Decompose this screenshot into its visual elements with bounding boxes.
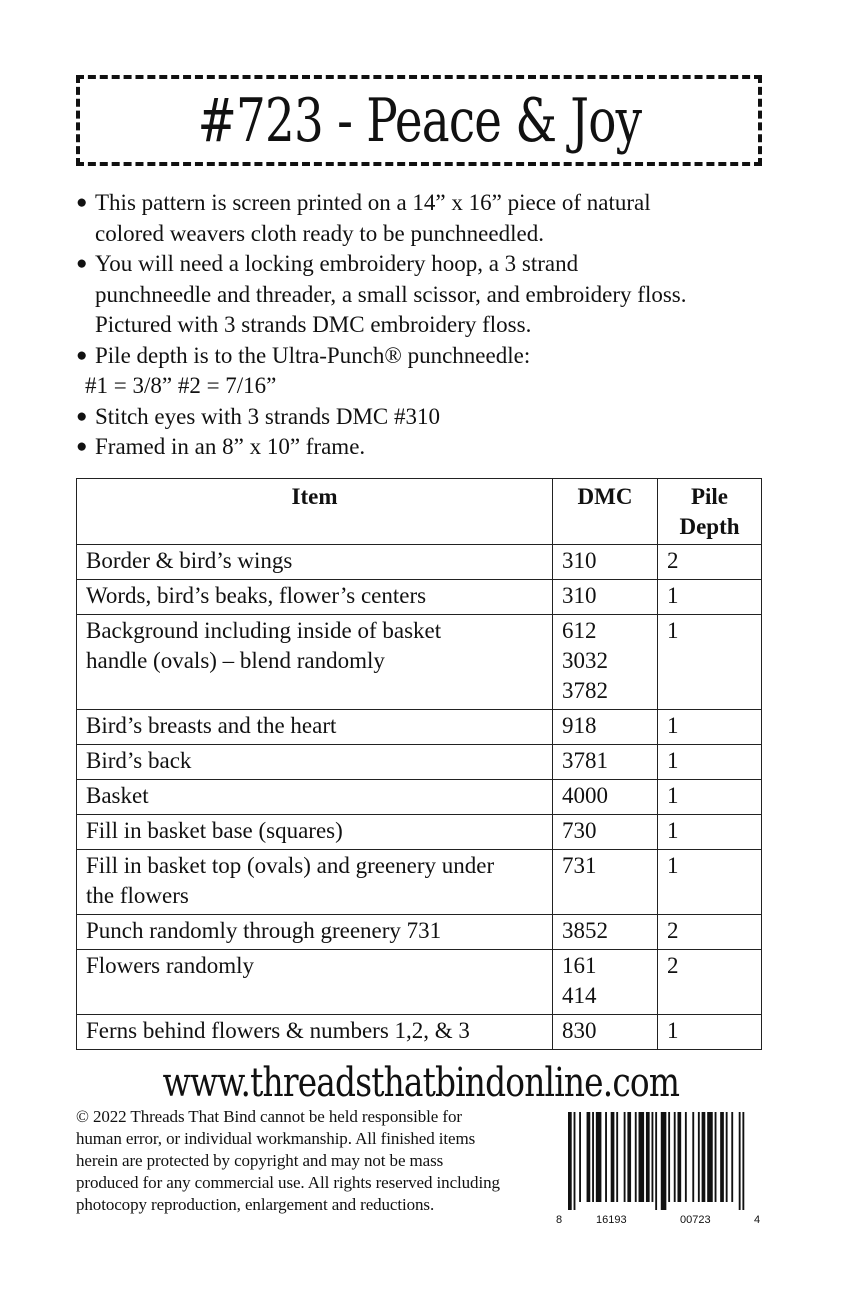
table-row <box>77 780 762 815</box>
cell-item: Bird’s back <box>77 745 553 780</box>
cell-pile: 1 <box>658 580 762 615</box>
barcode-bar <box>592 1112 594 1202</box>
barcode-bar <box>624 1112 626 1202</box>
bullet-icon: ● <box>76 344 88 366</box>
cell-item: Ferns behind flowers & numbers 1,2, & 3 <box>77 1015 553 1050</box>
cell-dmc: 310 <box>553 580 658 615</box>
cell-dmc: 830 <box>553 1015 658 1050</box>
barcode-bar <box>639 1112 645 1202</box>
barcode-digit: 00723 <box>680 1214 711 1226</box>
cell-item: Flowers randomly <box>77 950 553 1015</box>
table-row <box>77 545 762 580</box>
barcode-bar <box>579 1112 581 1202</box>
barcode-digit: 16193 <box>596 1214 627 1226</box>
cell-item: Bird’s breasts and the heart <box>77 710 553 745</box>
header-dmc: DMC <box>553 479 658 545</box>
barcode-bar <box>692 1112 694 1202</box>
table-row <box>77 815 762 850</box>
instruction-item: ● Framed in an 8” x 10” frame. <box>76 432 776 463</box>
barcode-bar <box>652 1112 654 1202</box>
bullet-icon: ● <box>76 253 88 274</box>
bullet-icon: ● <box>76 192 88 213</box>
instruction-item: ● Pile depth is to the Ultra-Punch® punchneedle: #1 = 3/8” #2 = 7/16” <box>76 342 531 398</box>
instruction-item: ● You will need a locking embroidery hoop, a 3 strand punchneedle and threader, a small scissor, and embroidery floss. Pictured with 3 strands DMC embroidery floss. <box>76 251 687 337</box>
cell-pile: 1 <box>658 710 762 745</box>
instruction-item: ● This pattern is screen printed on a 14” x 16” piece of natural colored weavers cloth ready to be punchneedled. <box>76 190 651 246</box>
cell-pile: 1 <box>658 850 762 915</box>
header-pile-depth: Pile Depth <box>658 479 762 545</box>
upc-barcode <box>556 1112 762 1230</box>
table-row <box>77 950 762 1015</box>
cell-dmc: 161 414 <box>553 950 658 1015</box>
barcode-bar <box>587 1112 591 1202</box>
cell-pile: 2 <box>658 545 762 580</box>
barcode-bar <box>731 1112 733 1202</box>
barcode-bar <box>720 1112 724 1202</box>
copyright-notice: © 2022 Threads That Bind cannot be held responsible for human error, or individual workmanship. All finished items herein are protected by copyright and may not be mass produced for any commercial use. All rights reserved including photocopy reproduction, enlargement and reductions. <box>76 1107 500 1214</box>
floss-table <box>76 478 762 1050</box>
barcode-bar <box>616 1112 618 1202</box>
barcode-bar <box>742 1112 744 1210</box>
barcode-bar <box>677 1112 681 1202</box>
table-row <box>77 850 762 915</box>
cell-item: Background including inside of basket handle (ovals) – blend randomly <box>77 615 553 710</box>
barcode-bars-icon <box>568 1112 748 1210</box>
barcode-bar <box>668 1112 670 1202</box>
barcode-bar <box>574 1112 576 1210</box>
cell-dmc: 3781 <box>553 745 658 780</box>
table-row <box>77 915 762 950</box>
cell-item: Basket <box>77 780 553 815</box>
barcode-digit: 8 <box>556 1214 563 1226</box>
cell-pile: 2 <box>658 915 762 950</box>
bullet-icon: ● <box>76 405 88 427</box>
cell-pile: 1 <box>658 745 762 780</box>
barcode-bar <box>674 1112 676 1202</box>
table-row <box>77 615 762 710</box>
cell-pile: 1 <box>658 1015 762 1050</box>
table-header-row <box>77 479 762 545</box>
cell-dmc: 3852 <box>553 915 658 950</box>
cell-pile: 1 <box>658 815 762 850</box>
barcode-bar <box>702 1112 706 1202</box>
barcode-bar <box>726 1112 728 1202</box>
barcode-digit: 4 <box>754 1214 761 1226</box>
barcode-bar <box>698 1112 700 1202</box>
table-row <box>77 580 762 615</box>
cell-dmc: 918 <box>553 710 658 745</box>
barcode-bar <box>685 1112 687 1202</box>
barcode-bar <box>655 1112 657 1210</box>
website-url: www.threadsthatbindonline.com <box>162 1060 679 1106</box>
barcode-bar <box>646 1112 650 1202</box>
cell-item: Words, bird’s beaks, flower’s centers <box>77 580 553 615</box>
barcode-bar <box>627 1112 631 1202</box>
cell-item: Fill in basket base (squares) <box>77 815 553 850</box>
barcode-bar <box>661 1112 667 1210</box>
bullet-icon: ● <box>76 436 88 457</box>
cell-dmc: 310 <box>553 545 658 580</box>
barcode-bar <box>707 1112 713 1202</box>
pattern-title: #723 - Peace & Joy <box>197 85 641 156</box>
barcode-bar <box>605 1112 607 1202</box>
cell-pile: 1 <box>658 780 762 815</box>
barcode-bar <box>596 1112 602 1202</box>
cell-dmc: 4000 <box>553 780 658 815</box>
instruction-item: ● Stitch eyes with 3 strands DMC #310 <box>76 402 776 433</box>
cell-item: Punch randomly through greenery 731 <box>77 915 553 950</box>
cell-item: Border & bird’s wings <box>77 545 553 580</box>
cell-dmc: 731 <box>553 850 658 915</box>
barcode-bar <box>715 1112 717 1202</box>
barcode-bar <box>635 1112 637 1202</box>
barcode-bar <box>568 1112 572 1210</box>
barcode-bar <box>739 1112 741 1210</box>
table-row <box>77 1015 762 1050</box>
cell-dmc: 612 3032 3782 <box>553 615 658 710</box>
header-item: Item <box>77 479 553 545</box>
cell-item: Fill in basket top (ovals) and greenery under the flowers <box>77 850 553 915</box>
table-row <box>77 710 762 745</box>
barcode-bar <box>611 1112 615 1202</box>
cell-dmc: 730 <box>553 815 658 850</box>
cell-pile: 1 <box>658 615 762 710</box>
instructions-list <box>76 188 776 463</box>
cell-pile: 2 <box>658 950 762 1015</box>
title-frame <box>76 75 762 166</box>
table-row <box>77 745 762 780</box>
